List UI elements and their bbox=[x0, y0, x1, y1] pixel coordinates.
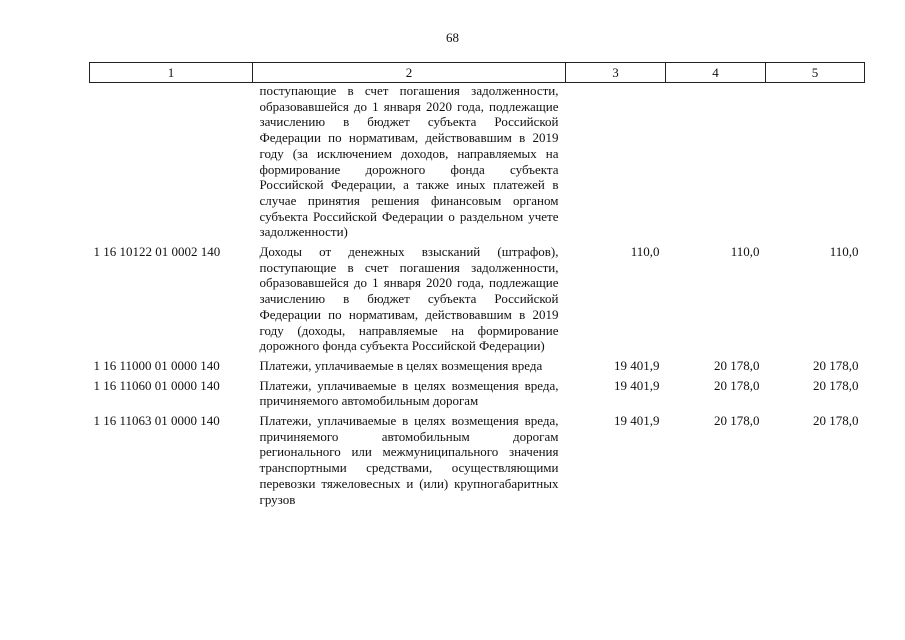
table-header bbox=[90, 63, 865, 83]
header-col-2: 2 bbox=[253, 63, 566, 83]
row-value-4: 20 178,0 bbox=[714, 357, 760, 373]
row-description: поступающие в счет погашения задолженности, образовавшейся до 1 января 2020 года, подлежащие зачислению в бюджет субъекта Российской Федерации по нормативам, действовавшим в 2019 году (за исключением доходов, направляемых на формирование дорожного фонда субъекта Российской Федерации, а также иных платежей в случае принятия решения финансовым органом субъекта Российской Федерации о раздельном учете задолженности) bbox=[259, 83, 559, 240]
row-value-5: 20 178,0 bbox=[813, 357, 859, 373]
table-row bbox=[90, 413, 865, 511]
row-value-3: 110,0 bbox=[630, 244, 660, 260]
page-number: 68 bbox=[446, 30, 459, 45]
table-body bbox=[90, 83, 865, 512]
row-value-3: 19 401,9 bbox=[614, 377, 660, 393]
row-value-5 bbox=[766, 83, 865, 245]
header-col-1: 1 bbox=[90, 63, 253, 83]
header-col-4: 4 bbox=[666, 63, 766, 83]
header-row bbox=[90, 63, 865, 83]
row-value-4: 20 178,0 bbox=[714, 413, 760, 429]
row-code: 1 16 11063 01 0000 140 bbox=[93, 413, 220, 429]
table-row bbox=[90, 244, 865, 358]
row-value-4: 110,0 bbox=[730, 244, 760, 260]
row-value-5: 20 178,0 bbox=[813, 413, 859, 429]
table-row bbox=[90, 83, 865, 245]
budget-table bbox=[89, 62, 865, 511]
row-description: Доходы от денежных взысканий (штрафов), поступающие в счет погашения задолженности, образовавшейся до 1 января 2020 года, подлежащие зачислению в бюджет субъекта Российской Федерации по нормативам, действовавшим в 2019 году (доходы, направляемые на формирование дорожного фонда субъекта Российской Федерации) bbox=[259, 244, 559, 354]
table-row bbox=[90, 358, 865, 378]
row-code: 1 16 10122 01 0002 140 bbox=[93, 244, 221, 260]
row-value-4 bbox=[666, 83, 766, 245]
table-row bbox=[90, 378, 865, 413]
row-code: 1 16 11000 01 0000 140 bbox=[93, 357, 220, 373]
row-description: Платежи, уплачиваемые в целях возмещения вреда, причиняемого автомобильным дорогам регионального или межмуниципального значения транспортными средствами, осуществляющими перевозки тяжеловесных и (или) крупногабаритных грузов bbox=[259, 413, 559, 507]
row-value-3: 19 401,9 bbox=[614, 357, 660, 373]
row-value-5: 110,0 bbox=[829, 244, 859, 260]
row-value-3 bbox=[566, 83, 666, 245]
row-code bbox=[90, 83, 253, 245]
row-value-5: 20 178,0 bbox=[813, 377, 859, 393]
row-code: 1 16 11060 01 0000 140 bbox=[93, 377, 220, 393]
row-value-4: 20 178,0 bbox=[714, 377, 760, 393]
row-value-3: 19 401,9 bbox=[614, 413, 660, 429]
row-description: Платежи, уплачиваемые в целях возмещения вреда, причиняемого автомобильным дорогам bbox=[259, 377, 559, 409]
header-col-5: 5 bbox=[766, 63, 865, 83]
header-col-3: 3 bbox=[566, 63, 666, 83]
row-description: Платежи, уплачиваемые в целях возмещения вреда bbox=[259, 357, 543, 373]
